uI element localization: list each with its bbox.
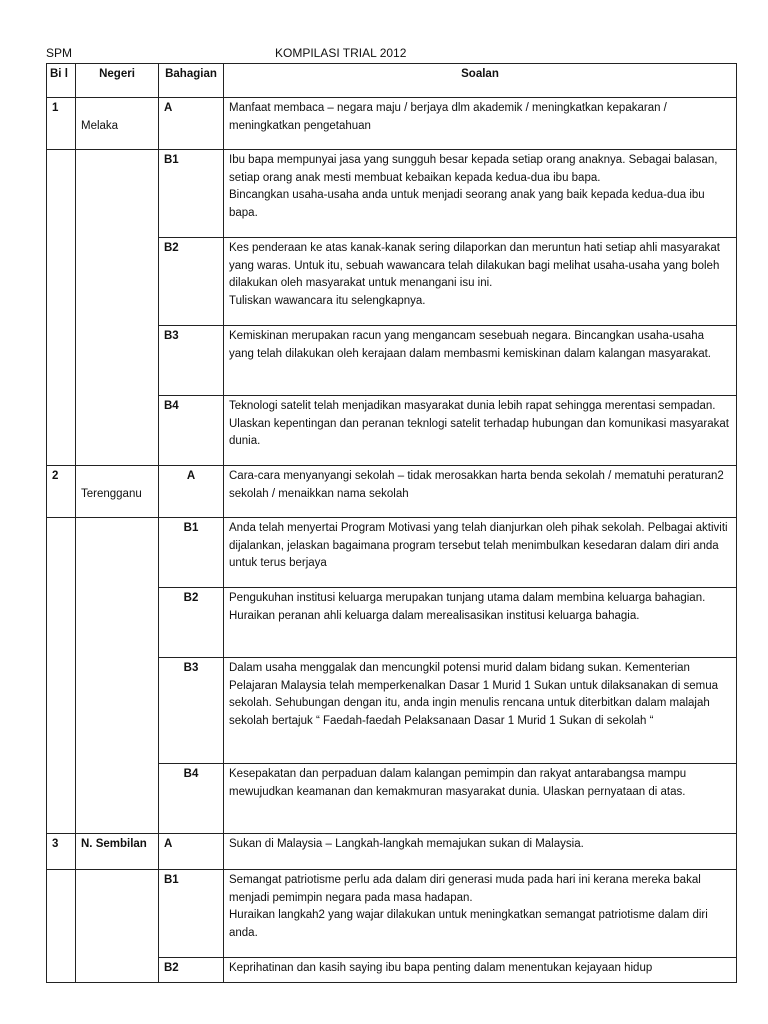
question-table [46,63,737,983]
section-label: B1 [159,870,224,958]
col-header-soalan: Soalan [224,64,737,98]
empty-cell [76,326,159,396]
table-row [47,98,737,150]
empty-cell [76,870,159,958]
section-label: B3 [159,658,224,764]
table-row [47,518,737,588]
page-header [46,46,736,62]
empty-cell [76,588,159,658]
row-number: 1 [47,98,76,150]
empty-cell [76,396,159,466]
question-paragraph: Tuliskan wawancara itu selengkapnya. [229,294,426,307]
state-name: Melaka [76,98,159,150]
question-text [224,238,737,326]
question-text: Manfaat membaca – negara maju / berjaya dlm akademik / meningkatkan kepakaran / meningkatkan pengetahuan [224,98,737,150]
section-label: B1 [159,518,224,588]
empty-cell [76,238,159,326]
page-title: KOMPILASI TRIAL 2012 [275,46,407,60]
empty-cell [47,870,76,958]
table-row [47,588,737,658]
section-label: B3 [159,326,224,396]
empty-cell [47,326,76,396]
empty-cell [47,150,76,238]
table-row [47,764,737,834]
question-text: Pengukuhan institusi keluarga merupakan tunjang utama dalam membina keluarga bahagian. Huraikan peranan ahli keluarga dalam merealisasikan institusi keluarga bahagia. [224,588,737,658]
section-label: A [159,466,224,518]
section-label: A [159,98,224,150]
question-text [224,870,737,958]
question-paragraph: Bincangkan usaha-usaha anda untuk menjadi seorang anak yang baik kepada kedua-dua ibu bapa. [229,189,705,219]
question-paragraph: Kes penderaan ke atas kanak-kanak sering dilaporkan dan meruntun hati setiap ahli masyarakat yang waras. Untuk itu, sebuah wawancara telah dilakukan bagi melihat usaha-usaha yang boleh dilakukan oleh masyarakat untuk menangani isu ini. [229,242,720,290]
col-header-bahagian: Bahagian [159,64,224,98]
question-text: Teknologi satelit telah menjadikan masyarakat dunia lebih rapat sehingga merentasi sempadan. Ulaskan kepentingan dan peranan teknlogi satelit terhadap hubungan dan komunikasi masyarakat dunia. [224,396,737,466]
table-row [47,326,737,396]
question-paragraph: Ibu bapa mempunyai jasa yang sungguh besar kepada setiap orang anaknya. Sebagai balasan, setiap orang anak mesti membuat kebaikan kepada kedua-dua ibu bapa. [229,154,718,184]
table-row [47,958,737,983]
row-number: 3 [47,834,76,870]
section-label: A [159,834,224,870]
question-text: Kemiskinan merupakan racun yang mengancam sesebuah negara. Bincangkan usaha-usaha yang telah dilakukan oleh kerajaan dalam membasmi kemiskinan dalam kalangan masyarakat. [224,326,737,396]
section-label: B2 [159,238,224,326]
section-label: B2 [159,588,224,658]
empty-cell [47,588,76,658]
empty-cell [47,958,76,983]
section-label: B2 [159,958,224,983]
table-row [47,238,737,326]
empty-cell [76,518,159,588]
question-text: Kesepakatan dan perpaduan dalam kalangan pemimpin dan rakyat antarabangsa mampu mewujudkan keamanan dan kemakmuran masyarakat dunia. Ulaskan pernyataan di atas. [224,764,737,834]
col-header-negeri: Negeri [76,64,159,98]
question-text: Cara-cara menyanyangi sekolah – tidak merosakkan harta benda sekolah / mematuhi peraturan2 sekolah / menaikkan nama sekolah [224,466,737,518]
question-text: Dalam usaha menggalak dan mencungkil potensi murid dalam bidang sukan. Kementerian Pelajaran Malaysia telah memperkenalkan Dasar 1 Murid 1 Sukan untuk dilaksanakan di semua sekolah. Sehubungan dengan itu, anda ingin menulis rencana untuk diterbitkan dalam malajah sekolah bertajuk “ Faedah-faedah Pelaksanaan Dasar 1 Murid 1 Sukan di sekolah “ [224,658,737,764]
question-paragraph: Huraikan langkah2 yang wajar dilakukan untuk meningkatkan semangat patriotisme dalam diri anda. [229,909,708,939]
table-row [47,466,737,518]
state-name: N. Sembilan [76,834,159,870]
state-name: Terengganu [76,466,159,518]
row-number: 2 [47,466,76,518]
empty-cell [47,238,76,326]
table-row [47,870,737,958]
table-row [47,150,737,238]
empty-cell [47,518,76,588]
question-text: Sukan di Malaysia – Langkah-langkah memajukan sukan di Malaysia. [224,834,737,870]
section-label: B4 [159,764,224,834]
table-row [47,658,737,764]
table-header-row [47,64,737,98]
header-label: SPM [46,46,73,60]
section-label: B4 [159,396,224,466]
empty-cell [76,658,159,764]
question-paragraph: Semangat patriotisme perlu ada dalam diri generasi muda pada hari ini kerana mereka bakal menjadi pemimpin negara pada masa hadapan. [229,874,701,904]
empty-cell [47,658,76,764]
section-label: B1 [159,150,224,238]
empty-cell [76,764,159,834]
question-text: Keprihatinan dan kasih saying ibu bapa penting dalam menentukan kejayaan hidup [224,958,737,983]
empty-cell [76,150,159,238]
table-row [47,396,737,466]
empty-cell [76,958,159,983]
empty-cell [47,764,76,834]
table-row [47,834,737,870]
col-header-bil: Bi l [47,64,76,98]
question-text: Anda telah menyertai Program Motivasi yang telah dianjurkan oleh pihak sekolah. Pelbagai aktiviti dijalankan, jelaskan bagaimana program tersebut telah menimbulkan kesedaran dalam diri anda untuk terus berjaya [224,518,737,588]
empty-cell [47,396,76,466]
question-text [224,150,737,238]
